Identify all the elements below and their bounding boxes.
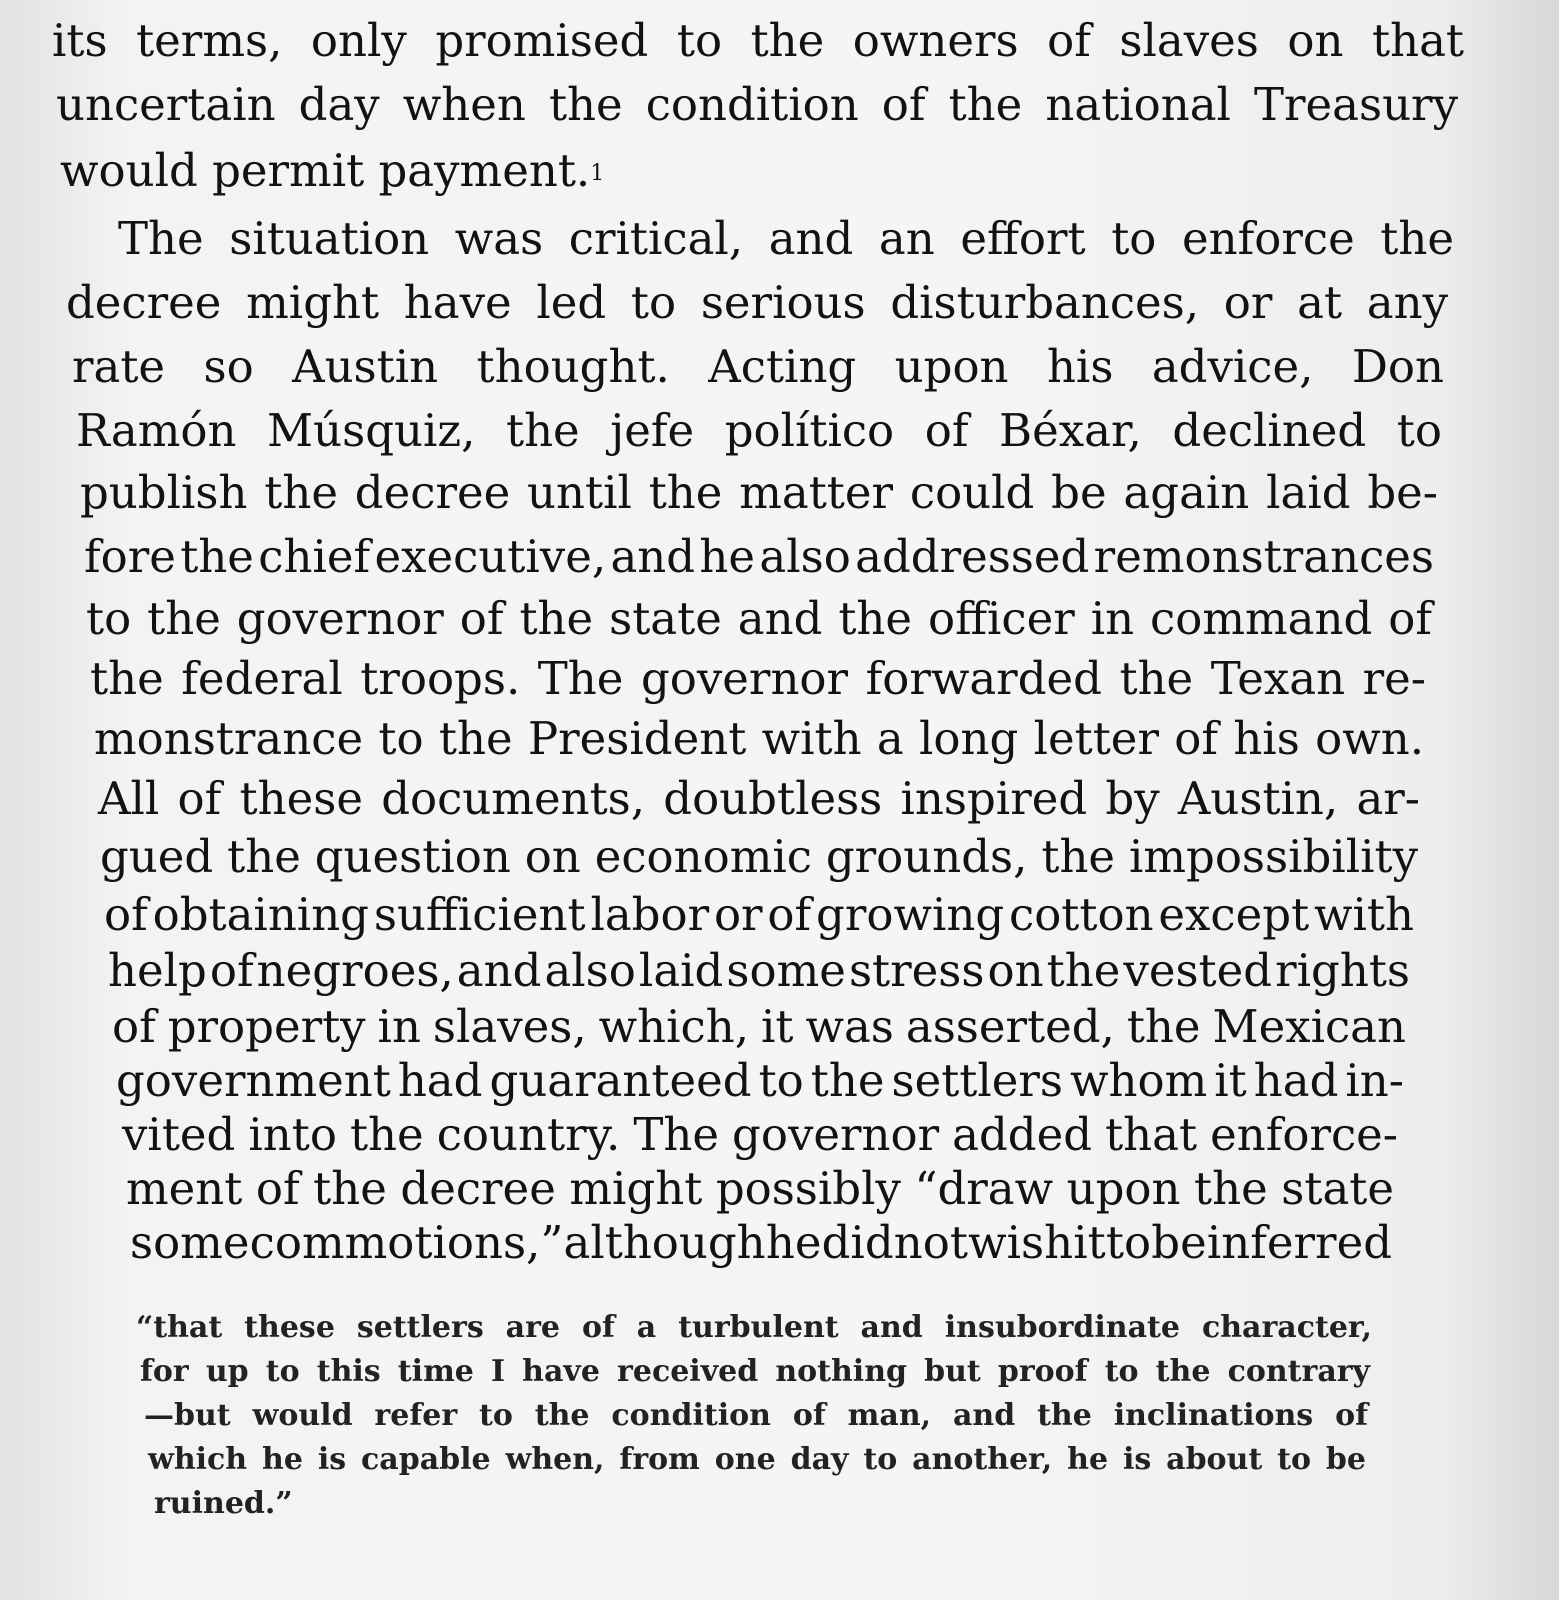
text-line: its terms, only promised to the owners of slaves on that: [52, 14, 1464, 67]
text-line: decree might have led to serious disturbances, or at any: [66, 276, 1448, 329]
text-line: rate so Austin thought. Acting upon his advice, Don: [72, 340, 1444, 393]
text-line: of obtaining sufficient labor or of growing cotton except with: [104, 888, 1414, 941]
footnote-marker[interactable]: 1: [590, 161, 605, 186]
text-line: some commotions,” although he did not wish it to be inferred: [130, 1216, 1392, 1269]
text-line: vited into the country. The governor added that enforce-: [122, 1108, 1398, 1161]
quote-line: for up to this time I have received nothing but proof to the contrary: [140, 1354, 1370, 1389]
text-line: All of these documents, doubtless inspired by Austin, ar-: [98, 772, 1420, 825]
text-line: gued the question on economic grounds, the impossibility: [100, 830, 1418, 883]
text-line: The situation was critical, and an effort to enforce the: [118, 212, 1454, 265]
quote-line: ruined.”: [154, 1486, 293, 1521]
text-line: of property in slaves, which, it was asserted, the Mexican: [112, 1000, 1406, 1053]
text-line: ment of the decree might possibly “draw upon the state: [126, 1162, 1394, 1215]
text-line: Ramón Músquiz, the jefe político of Béxar, declined to: [76, 404, 1442, 457]
quote-line: which he is capable when, from one day to another, he is about to be: [148, 1442, 1366, 1477]
text-line: to the governor of the state and the officer in command of: [86, 592, 1432, 645]
quote-line: —but would refer to the condition of man, and the inclinations of: [144, 1398, 1368, 1433]
text-line: uncertain day when the condition of the national Treasury: [56, 78, 1458, 131]
text-line: [60, 144, 604, 197]
text-line: government had guaranteed to the settlers whom it had in-: [116, 1054, 1404, 1107]
text-line: monstrance to the President with a long letter of his own.: [94, 712, 1424, 765]
text-line: the federal troops. The governor forwarded the Texan re-: [90, 652, 1426, 705]
quote-line: “that these settlers are of a turbulent and insubordinate character,: [136, 1310, 1372, 1345]
text-line-content: would permit payment.: [60, 144, 591, 197]
text-line: publish the decree until the matter could be again laid be-: [80, 466, 1438, 519]
text-line: fore the chief executive, and he also addressed remonstrances: [84, 530, 1434, 583]
text-line: help of negroes, and also laid some stress on the vested rights: [108, 944, 1410, 997]
